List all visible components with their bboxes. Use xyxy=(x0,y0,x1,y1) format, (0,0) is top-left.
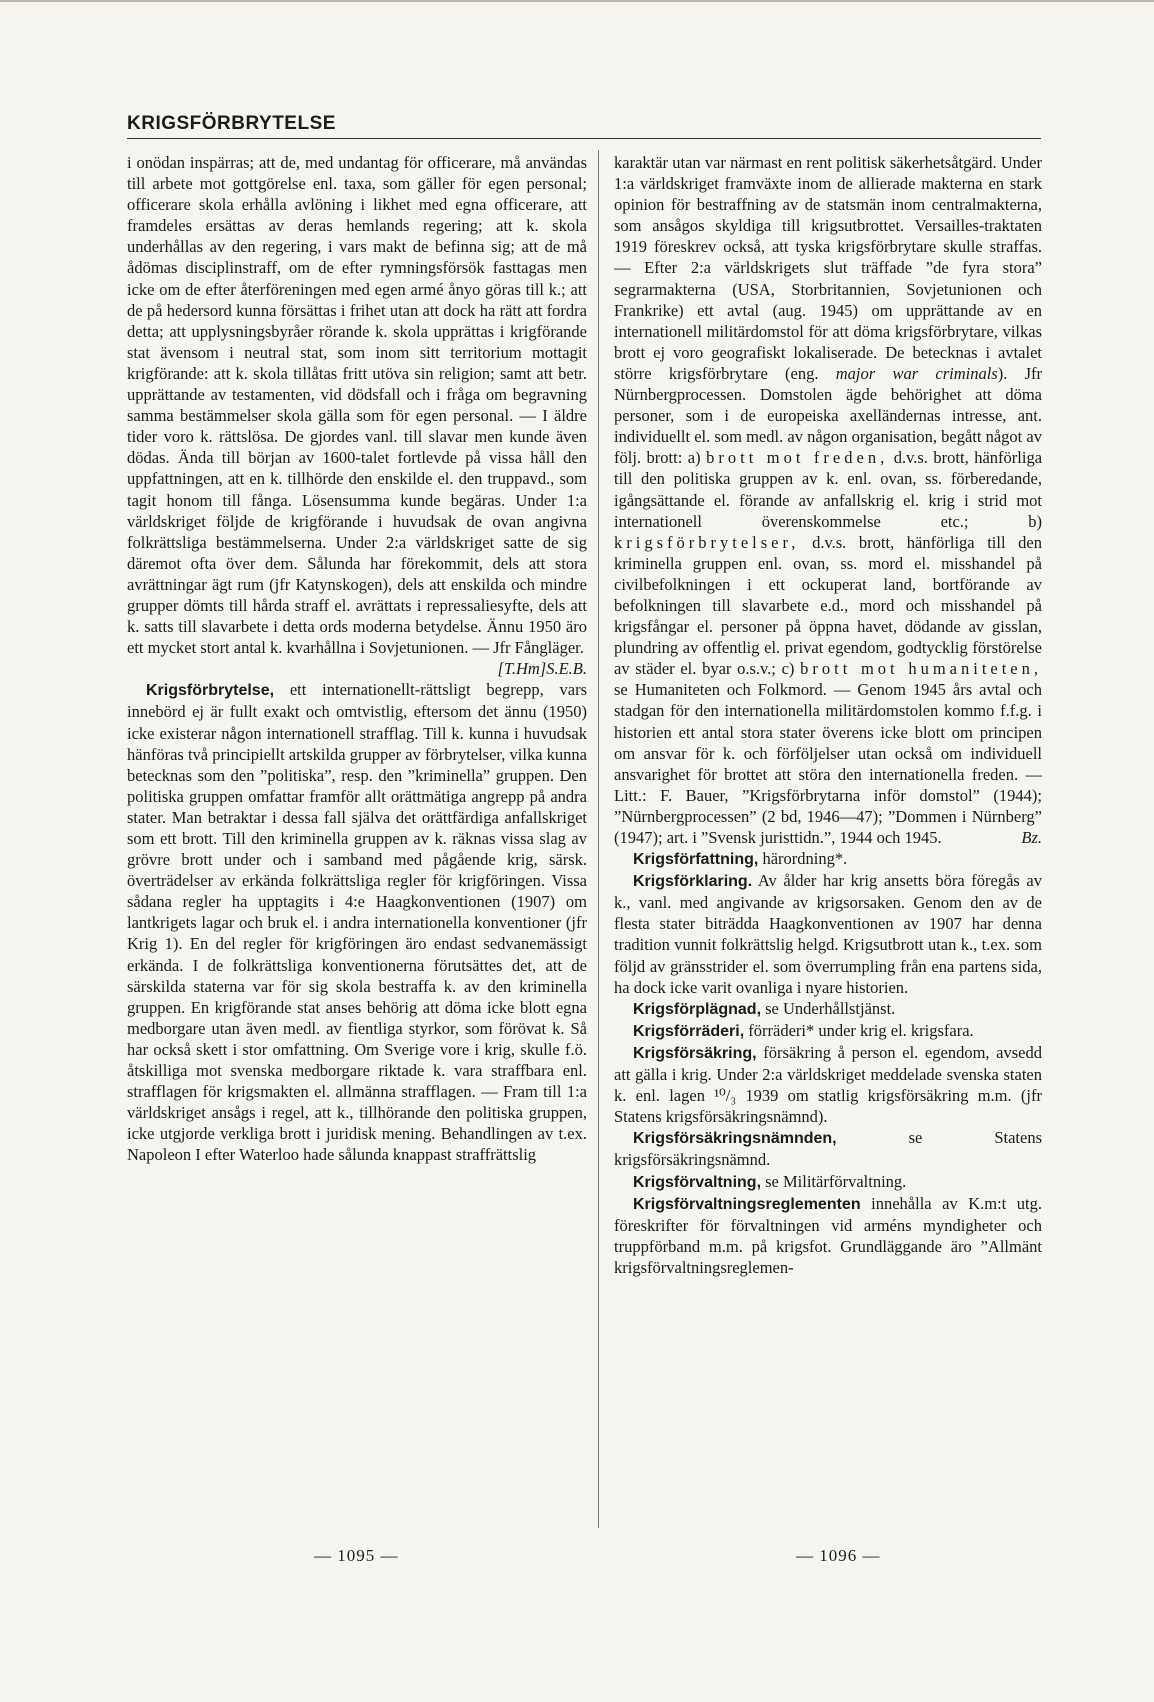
entry-headword: Krigsförplägnad, xyxy=(633,1000,762,1018)
entry-text: försäkring å person el. egendom, avsedd att gälla i krig. Under 2:a världskriget meddelade svenska staten k. enl. lagen ¹⁰/₃ 1939 om statlig krigsförsäkring m.m. (jfr Statens krigsförsäkringsnämnd). xyxy=(614,1042,1042,1127)
entry-text: se Militärförvaltning. xyxy=(765,1171,907,1191)
author-signature: [T.Hm]S.E.B. xyxy=(497,659,587,679)
top-edge-rule xyxy=(0,0,1154,2)
spaced-term: brott mot freden, xyxy=(706,448,889,468)
italic-term: major war criminals xyxy=(835,363,998,383)
entry-text: förräderi* under krig el. krigsfara. xyxy=(748,1020,974,1040)
spaced-term: brott mot humaniteten, xyxy=(800,659,1042,679)
entry-krigsforvaltningsreglementen xyxy=(614,1193,1042,1278)
entry-text: se Humaniteten och Folkmord. — Genom 1945 års avtal och stadgan för den internationella militärdomstolen kommo f.f.g. i historien ett antal stora stater överens icke blott om principen om ansvar för k. och förföljelser utan också om individuell ansvarighet för brottet att störa den internationella freden. — Litt.: F. Bauer, ”Krigsförbrytarna inför domstol” (1944); ”Nürnbergprocessen” (2 bd, 1946—47); ”Dommen i Nürnberg” (1947); art. i ”Svensk juristtidn.”, 1944 och 1945. xyxy=(614,680,1042,847)
entry-text: karaktär utan var närmast en rent politisk säkerhetsåtgärd. Under 1:a världskriget framväxte inom de allierade makterna en stark opinion för bestraffning av de statsmän inom centralmakterna, som ansågos skyldiga till krigsutbrottet. Versailles-traktaten 1919 föreskrev också, att tyska krigsförbrytare skulle straffas. — Efter 2:a världskrigets slut träffade ”de fyra stora” segrarmakterna (USA, Storbritannien, Sovjetunionen och Frankrike) ett avtal (aug. 1945) om upprättande av en internationell militärdomstol för att döma krigsförbrytare, vilkas brott ej voro geografiskt lokaliserade. De betecknas i avtalet större krigsförbrytare (eng. xyxy=(614,153,1042,383)
spaced-term: krigsförbrytelser, xyxy=(614,532,800,552)
entry-krigsforsakring xyxy=(614,1042,1042,1127)
entry-krigsforbrytelse-continuation xyxy=(614,152,1042,848)
entry-krigsforsakringsnamnden xyxy=(614,1127,1042,1170)
left-column xyxy=(127,152,587,1532)
entry-text: ). Jfr Nürnbergprocessen. Domstolen ägde behörighet att döma personer, som i de europeiska axelländernas intresse, ant. individuellt el. som medl. av någon organisation, begått något av följ. brott: a) xyxy=(614,363,1042,468)
author-signature: Bz. xyxy=(1021,828,1042,847)
entry-text: d.v.s. brott, hänförliga till den politiska gruppen av k. enl. ovan, ss. förberedande, igångsättande el. förande av anfallskrig el. krig i strid mot internationell överenskommelse etc.; b) xyxy=(614,448,1042,531)
column-divider xyxy=(598,150,599,1528)
right-column xyxy=(614,152,1042,1532)
entry-headword: Krigsförsäkring, xyxy=(633,1044,757,1062)
entry-text: se Underhållstjänst. xyxy=(765,998,896,1018)
entry-krigsforplagnad xyxy=(614,998,1042,1020)
entry-text: innehålla av K.m:t utg. föreskrifter för förvaltningen vid arméns myndigheter och truppförband m.m. på krigsfot. Grundläggande äro ”Allmänt krigsförvaltningsreglemen- xyxy=(614,1193,1042,1277)
entry-text: se Statens krigsförsäkringsnämnd. xyxy=(614,1128,1042,1170)
entry-krigsforbrytelse xyxy=(127,679,587,1165)
entry-headword: Krigsförsäkringsnämnden, xyxy=(633,1130,837,1148)
entry-headword: Krigsförfattning, xyxy=(633,851,759,869)
entry-krigsforklaring xyxy=(614,870,1042,998)
entry-krigsforvaltning xyxy=(614,1171,1042,1193)
entry-krigsforraderi xyxy=(614,1020,1042,1042)
entry-krigsfange-continuation xyxy=(127,152,587,679)
entry-text: härordning*. xyxy=(762,849,848,869)
header-rule xyxy=(127,138,1041,139)
running-head: KRIGSFÖRBRYTELSE xyxy=(127,113,336,134)
page-number-left: — 1095 — xyxy=(314,1546,399,1565)
entry-text: ett internationellt-rättsligt begrepp, vars innebörd ej är fullt exakt och omtvistlig, eftersom det ännu (1950) icke existerar någon internationell strafflag. Till k. kunna i huvudsak hänföras två principiellt artskilda grupper av förbrytelser, vilka kunna betecknas som den ”politiska”, resp. den ”kriminella” gruppen. Den politiska gruppen omfattar framför allt orättmätiga angrepp på andra stater. Man betraktar i dessa fall själva det orättfärdiga anfallskriget som ett brott. Till den kriminella gruppen av k. räknas vissa slag av grövre brott under och i samband med pågående krig, särsk. överträdelser av erkända folkrättsliga regler för krigföringen. Vissa sådana regler ha upptagits i 4:e Haagkonventionen (1907) om lantkrigets lagar och bruk el. i andra internationella konventioner (jfr Krig 1). En del regler för krigföringen äro endast sedvanemässigt erkända. I de folkrättsliga konventionerna förutsättes det, att de särskilda staterna var för sig skola bestraffa k. av den kriminella gruppen. En krigförande stat anses behörig att döma icke blott egna medborgare utan även medl. av fientliga styrkor, som förövat k. Så har också skett i stor omfattning. Om Sverige vore i krig, skulle f.ö. åtskilliga mot svenska medborgare riktade k. vara straffbara enl. strafflagen för krigsmakten el. allmänna strafflagen. — Fram till 1:a världskriget ansågs i regel, att k., tillhörande den politiska gruppen, icke utgjorde verkliga brott i juridisk mening. Behandlingen av t.ex. Napoleon I efter Waterloo hade sålunda knappast straffrättslig xyxy=(127,680,587,1165)
entry-krigsforfattning xyxy=(614,848,1042,870)
entry-headword: Krigsförvaltningsreglementen xyxy=(633,1195,861,1213)
entry-text: d.v.s. brott, hänförliga till den kriminella gruppen enl. ovan, ss. mord el. misshandel på civilbefolkningen i ett ockuperat land, bortförande av befolkningen till slavarbete e.d., mord och misshandel på krigsfångar el. personer på öppna havet, dödande av gisslan, plundring av offentlig el. privat egendom, godtycklig förstörelse av städer el. byar o.s.v.; c) xyxy=(614,532,1042,679)
entry-text: i onödan inspärras; att de, med undantag för officerare, må användas till arbete mot gottgörelse enl. taxa, som gäller för egen personal; officerare skola erhålla avlöning i likhet med egna officerare, att framdeles ersättas av deras hemlands regering; att k. skola underhållas av den regering, i vars makt de befinna sig; att de må ådömas disciplinstraff, om de efter rymningsförsök fasttagas men icke om de efter återföreningen med egen armé ånyo göras till k.; att de på hedersord kunna försättas i frihet utan att dock ha rätt att fordra detta; att upplysningsbyråer rörande k. skola upprättas i krigförande stat ävensom i neutral stat, som inom sitt territorium mottagit krigförande: att k. skola tillåtas fritt utöva sin religion; samt att betr. upprättande av testamenten, vid dödsfall och i fråga om begravning samma bestämmelser skola gälla som för egen personal. — I äldre tider voro k. rättslösa. De gjordes vanl. till slavar men kunde även dödas. Ända till början av 1600-talet fortlevde på vissa håll den uppfattningen, att en k. tillhörde den enskilde el. den truppavd., som tagit honom till fånga. Lösensumma kunde begäras. Under 1:a världskriget följde de krigförande i huvudsak de ovan angivna folkrättsliga bestämmelserna. Under 2:a världskriget satte de sig däremot ofta över dem. Sålunda har förekommit, dels att stora avrättningar ägt rum (jfr Katynskogen), dels att enskilda och mindre grupper dömts till hårda straff el. avrättats i repressaliesyfte, dels att k. satts till slavarbete i detta ords moderna betydelse. Ännu 1950 äro ett mycket stort antal k. kvarhållna i Sovjetunionen. — Jfr Fångläger. xyxy=(127,153,587,658)
entry-text: Av ålder har krig ansetts böra föregås av k., vanl. med angivande av krigsorsaken. Genom den av de flesta stater biträdda Haagkonventionen av 1907 har denna tradition vunnit folkrättslig helgd. Krigsutbrott utan k., t.ex. som följd av gränsstrider el. som överrumpling från ena partens sida, ha dock icke varit ovanliga i nyare historien. xyxy=(614,871,1042,997)
entry-headword: Krigsförräderi, xyxy=(633,1022,745,1040)
page-number-right: — 1096 — xyxy=(796,1546,881,1565)
entry-headword: Krigsförvaltning, xyxy=(633,1173,762,1191)
entry-headword: Krigsförklaring. xyxy=(633,873,753,891)
entry-headword: Krigsförbrytelse, xyxy=(146,682,275,700)
